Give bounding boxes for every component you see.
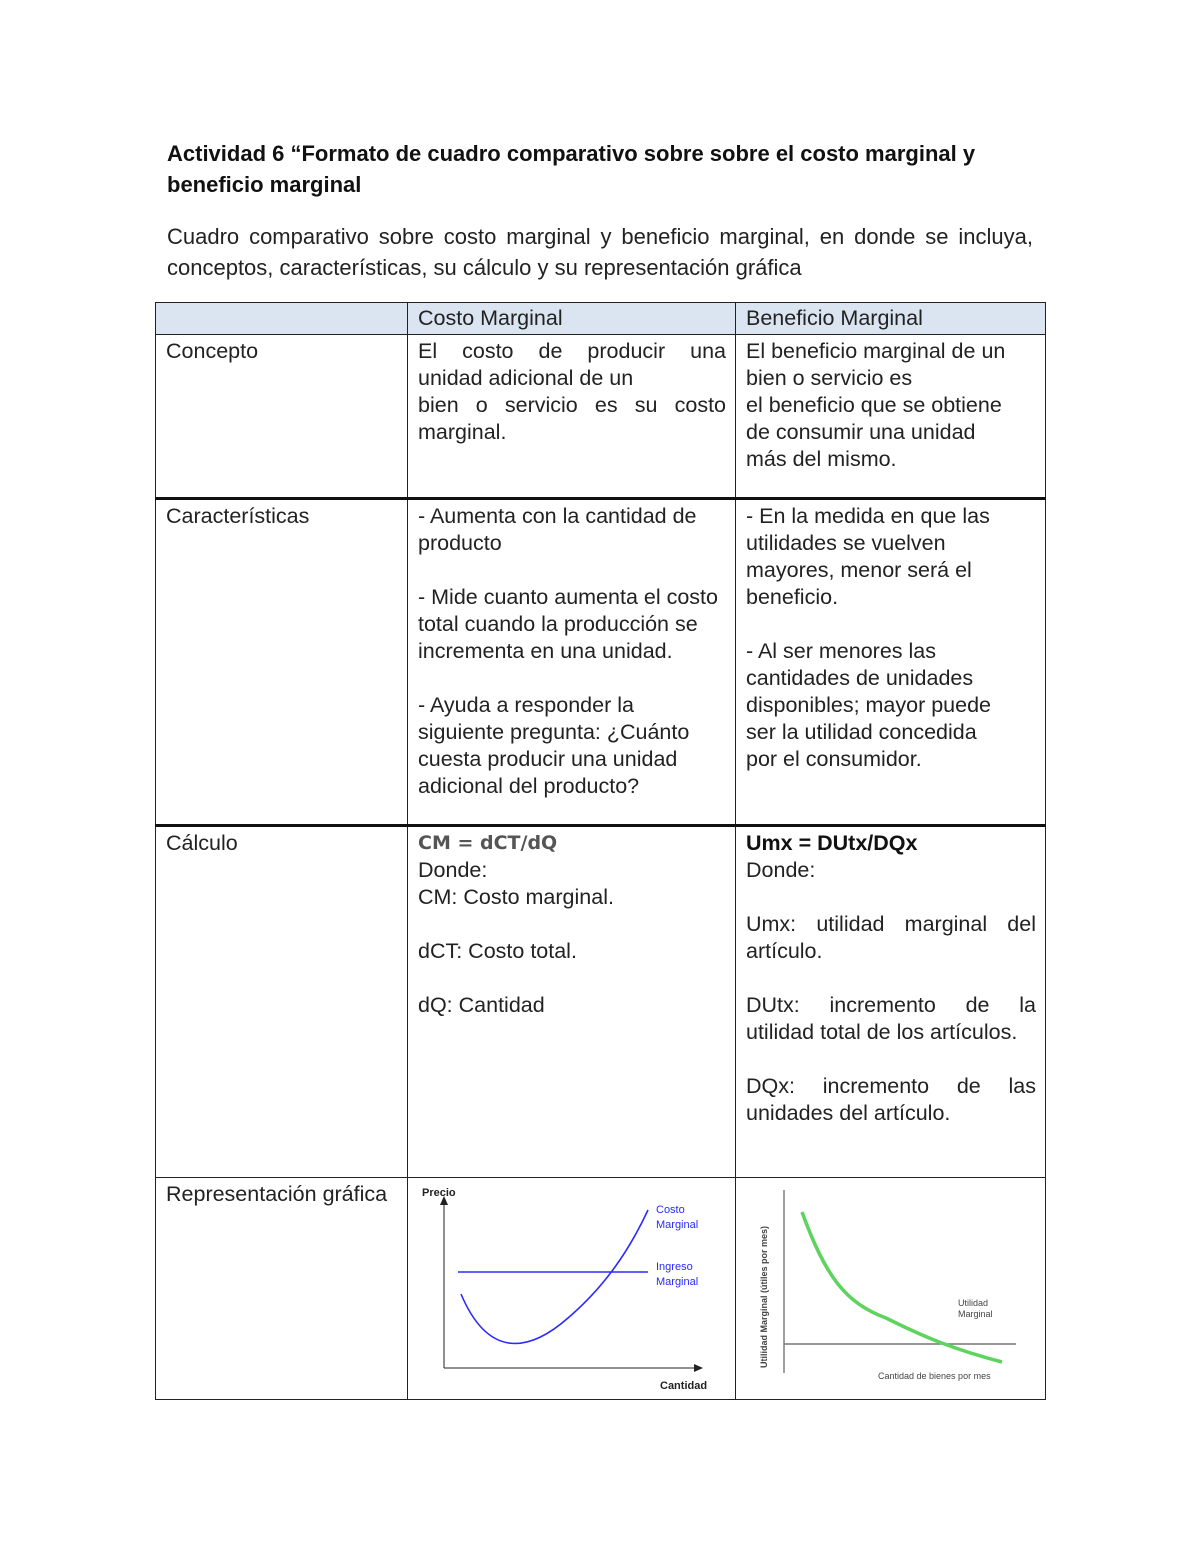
intro-paragraph: Cuadro comparativo sobre costo marginal y beneficio marginal, en donde se incluya, conceptos, características, su cálculo y su representación gráfica — [167, 224, 1033, 280]
concept-cm-line: El costo de producir una — [418, 339, 726, 363]
calc-cm-cell — [408, 826, 736, 1178]
concept-cm-line: marginal. — [418, 420, 507, 444]
ingreso-marginal-label-line2: Marginal — [656, 1276, 699, 1288]
ingreso-marginal-label-line1: Ingreso — [656, 1261, 693, 1273]
row-label-caracteristicas: Características — [156, 499, 408, 826]
um-ylabel: Utilidad Marginal (útiles por mes) — [759, 1225, 769, 1368]
feature-cm-item: - Aumenta con la cantidad de producto — [418, 504, 697, 555]
concept-bm-line: El beneficio marginal de un — [746, 339, 1006, 363]
features-cm-cell — [408, 499, 736, 826]
costo-marginal-curve — [461, 1210, 648, 1343]
concept-cm-cell — [408, 335, 736, 499]
costo-marginal-label — [656, 1204, 698, 1231]
costo-marginal-label-line2: Marginal — [656, 1219, 699, 1231]
cm-definition: CM: Costo marginal. — [418, 885, 614, 909]
calc-bm-cell — [736, 826, 1046, 1178]
cm-definition: dCT: Costo total. — [418, 939, 577, 963]
header-beneficio-marginal: Beneficio Marginal — [736, 303, 1046, 335]
chart-costo-marginal — [408, 1178, 736, 1392]
concept-cm-line: unidad adicional de un — [418, 366, 634, 390]
concept-bm-line: de consumir una unidad — [746, 420, 976, 444]
concept-bm-line: bien o servicio es — [746, 366, 913, 390]
header-costo-marginal: Costo Marginal — [408, 303, 736, 335]
costo-marginal-label-line1: Costo — [656, 1204, 685, 1216]
table-header-row — [156, 303, 1046, 335]
utilidad-marginal-label — [958, 1298, 993, 1319]
bm-definition: Umx: utilidad marginal del artículo. — [746, 912, 1036, 963]
concept-bm-line: el beneficio que se obtiene — [746, 393, 1002, 417]
utilidad-marginal-label-line1: Utilidad — [958, 1298, 989, 1308]
feature-cm-item: - Ayuda a responder la siguiente pregunta: ¿Cuánto cuesta producir una unidad adicional del producto? — [418, 693, 690, 798]
header-empty-cell — [156, 303, 408, 335]
row-calculo — [156, 826, 1046, 1178]
comparison-table — [155, 302, 1046, 1400]
cm-formula: CM = dCT/dQ — [418, 832, 558, 854]
concept-bm-line: más del mismo. — [746, 447, 897, 471]
ingreso-marginal-label — [656, 1261, 698, 1288]
cm-x-axis-arrow — [694, 1364, 703, 1372]
concept-cm-line: bien o servicio es su costo — [418, 393, 726, 417]
feature-bm-item: - En la medida en que las utilidades se vuelven mayores, menor será el beneficio. — [746, 504, 990, 609]
document-title: Actividad 6 “Formato de cuadro comparativo sobre sobre el costo marginal y beneficio marginal — [167, 141, 976, 197]
features-bm-cell — [736, 499, 1046, 826]
um-xlabel: Cantidad de bienes por mes — [878, 1371, 991, 1381]
cm-ylabel: Precio — [422, 1187, 456, 1199]
concept-bm-cell — [736, 335, 1046, 499]
row-label-concepto: Concepto — [156, 335, 408, 499]
row-label-representacion: Representación gráfica — [156, 1178, 408, 1400]
cm-definition: dQ: Cantidad — [418, 993, 545, 1017]
cm-xlabel: Cantidad — [660, 1380, 708, 1392]
row-caracteristicas — [156, 499, 1046, 826]
feature-cm-item: - Mide cuanto aumenta el costo total cuando la producción se incrementa en una unidad. — [418, 585, 718, 663]
bm-where-label: Donde: — [746, 858, 816, 882]
feature-bm-item: - Al ser menores las cantidades de unidades disponibles; mayor puede ser la utilidad concedida por el consumidor. — [746, 639, 992, 771]
chart-utilidad-marginal — [736, 1178, 1046, 1392]
utilidad-marginal-label-line2: Marginal — [958, 1309, 993, 1319]
bm-formula: Umx = DUtx/DQx — [746, 831, 918, 855]
row-concepto — [156, 335, 1046, 499]
row-representacion — [156, 1178, 1046, 1400]
bm-definition: DQx: incremento de las unidades del artículo. — [746, 1074, 1036, 1125]
utilidad-marginal-curve — [802, 1212, 1002, 1362]
row-label-calculo: Cálculo — [156, 826, 408, 1178]
bm-definition: DUtx: incremento de la utilidad total de los artículos. — [746, 993, 1036, 1044]
cm-where-label: Donde: — [418, 858, 488, 882]
chart-costo-marginal-cell — [408, 1178, 736, 1400]
chart-utilidad-marginal-cell — [736, 1178, 1046, 1400]
